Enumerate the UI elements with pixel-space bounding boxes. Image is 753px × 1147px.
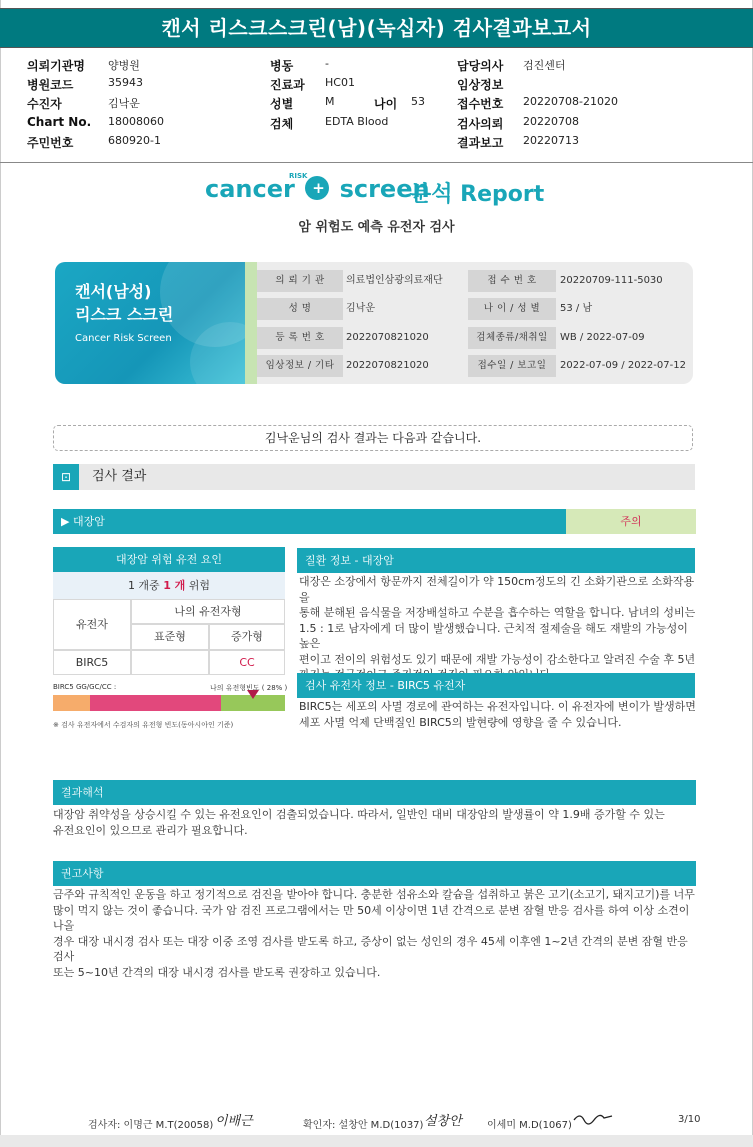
interpretation-line: 유전요인이 있으므로 관리가 필요합니다.: [53, 823, 248, 837]
gene-info-title: 검사 유전자 정보 - BIRC5 유전자: [297, 673, 695, 698]
examiner-signature: 이배근: [215, 1114, 253, 1129]
header-v2-3: EDTA Blood: [325, 115, 389, 128]
genotype-header: 나의 유전자형: [131, 599, 285, 624]
header-v2-0: -: [325, 57, 329, 70]
examiner: 검사자: 이명근 M.T(20058): [88, 1120, 214, 1131]
recommendation-line: 또는 5~10년 간격의 대장 내시경 검사를 받도록 권장하고 있습니다.: [53, 965, 381, 979]
increased-header: 증가형: [209, 624, 285, 650]
scale-footnote: ※ 검사 유전자에서 수검자의 유전형 빈도(동아시아인 기준): [53, 721, 234, 729]
product-info-value2-0: 20220709-111-5030: [560, 275, 663, 286]
product-info-key2-2: 검체종류/채취일: [468, 327, 556, 349]
recommendation-line: 많이 먹지 않는 것이 좋습니다. 국가 암 검진 프로그램에서는 만 50세 이상이면 1년 간격으로 분변 잠혈 반응 검사를 하여 이상 소견이 나올: [53, 903, 690, 932]
interpretation-title: 결과해석: [53, 780, 696, 805]
header-v1-0: 양병원: [108, 59, 140, 72]
report-subtitle: 암 위험도 예측 유전자 검사: [298, 220, 455, 235]
risk-table-title: 대장암 위험 유전 요인: [53, 547, 285, 572]
header-k3-0: 담당의사: [457, 59, 504, 73]
recommendation-text: [53, 887, 696, 980]
header-k2-2: 성별: [270, 97, 294, 111]
product-panel-accent: [245, 262, 257, 384]
verifier: 확인자: 설창안 M.D(1037): [303, 1120, 424, 1131]
status-badge: 주의: [566, 509, 696, 534]
header-age-value: 53: [411, 95, 425, 108]
page-number: 3/10: [678, 1114, 701, 1125]
scale-right-label: 나의 유전형빈도 ( 28% ): [210, 684, 288, 692]
header-k2-3: 검체: [270, 117, 294, 131]
product-title-line2: 리스크 스크린: [75, 305, 174, 324]
product-info-value2-3: 2022-07-09 / 2022-07-12: [560, 360, 686, 371]
header-k1-3: Chart No.: [27, 115, 92, 129]
risk-count: [53, 572, 285, 599]
header-k3-1: 임상정보: [457, 78, 504, 92]
header-k2-0: 병동: [270, 59, 294, 73]
product-info-value-2: 2022070821020: [346, 332, 429, 343]
scale-seg-gc: [90, 695, 221, 711]
disease-info-title: 질환 정보 - 대장암: [297, 548, 695, 573]
disease-info-text: [299, 574, 696, 683]
header-k1-0: 의뢰기관명: [27, 59, 85, 73]
disease-info-line: 대장은 소장에서 항문까지 전체길이가 약 150cm정도의 긴 소화기관으로 소화작용을: [299, 575, 695, 604]
increased-value: CC: [209, 650, 285, 675]
header-v3-2: 20220708-21020: [523, 95, 618, 108]
product-info-value-0: 의료법인삼광의료재단: [346, 275, 443, 286]
brand-screen: screen: [339, 175, 430, 203]
disease-info-line: 편이고 전이의 위험성도 있기 때문에 재발 가능성이 감소한다고 알려진 수술 후 5년: [299, 652, 696, 666]
standard-value: [131, 650, 209, 675]
recommendation-line: 경우 대장 내시경 검사 또는 대장 이중 조영 검사를 받도록 하고, 증상이 없는 성인의 경우 45세 이후엔 1~2년 간격의 분변 잠혈 반응 검사: [53, 934, 688, 963]
header-k2-1: 진료과: [270, 78, 305, 92]
my-frequency-marker-icon: [247, 690, 259, 699]
product-info-key-3: 임상정보 / 기타: [257, 355, 343, 377]
header-k3-4: 결과보고: [457, 136, 504, 150]
product-info-key-2: 등 록 번 호: [257, 327, 343, 349]
product-info-key-1: 성 명: [257, 298, 343, 320]
doctor: 이세미 M.D(1067): [487, 1120, 572, 1131]
header-v2-1: HC01: [325, 76, 355, 89]
header-divider: [0, 162, 753, 163]
product-info-key2-1: 나 이 / 성 별: [468, 298, 556, 320]
header-v1-2: 김낙운: [108, 97, 140, 110]
brand-risk-badge-icon: +: [305, 176, 329, 200]
verifier-signature: 설창안: [424, 1114, 462, 1129]
scale-seg-gg: [53, 695, 90, 711]
header-v2-2: M: [325, 95, 335, 108]
header-k3-2: 접수번호: [457, 97, 504, 111]
product-info-value-3: 2022070821020: [346, 360, 429, 371]
interpretation-line: 대장암 취약성을 상승시킬 수 있는 유전요인이 검출되었습니다. 따라서, 일반인 대비 대장암의 발생률이 약 1.9배 증가할 수 있는: [53, 808, 665, 821]
product-info-value2-1: 53 / 남: [560, 303, 593, 314]
gene-name: BIRC5: [53, 650, 131, 675]
section-header: [53, 464, 695, 490]
disease-info-line: 통해 분해된 음식물을 저장배설하고 수분을 흡수하는 역할을 합니다. 남녀의 성비는: [299, 606, 696, 619]
result-notice: 김낙운님의 검사 결과는 다음과 같습니다.: [53, 425, 693, 451]
product-info-value-1: 김낙운: [346, 303, 375, 314]
header-v1-1: 35943: [108, 76, 143, 89]
product-subtitle: Cancer Risk Screen: [75, 333, 172, 344]
header-age-label: 나이: [374, 97, 398, 111]
gene-header: 유전자: [53, 599, 131, 650]
header-v1-4: 680920-1: [108, 134, 161, 147]
report-title: 캔서 리스크스크린(남)(녹십자) 검사결과보고서: [161, 16, 592, 40]
risk-count-suffix: 위험: [185, 579, 211, 592]
brand-logo: [205, 175, 430, 203]
gene-info-line: 세포 사멸 억제 단백질인 BIRC5의 발현량에 영향을 줄 수 있습니다.: [299, 715, 622, 729]
disease-info-line: 1.5 : 1로 남자에게 더 많이 발생했습니다. 근치적 절제술을 해도 재발의 가능성이 높은: [299, 621, 688, 650]
scale-left-label: BIRC5 GG/GC/CC :: [53, 683, 117, 691]
header-k3-3: 검사의뢰: [457, 117, 504, 131]
interpretation-text: [53, 807, 696, 838]
standard-header: 표준형: [131, 624, 209, 650]
risk-count-value: 1 개: [163, 579, 186, 592]
header-v3-3: 20220708: [523, 115, 579, 128]
risk-count-prefix: 1 개중: [127, 579, 164, 592]
product-info-key2-3: 접수일 / 보고일: [468, 355, 556, 377]
product-title-line1: 캔서(남성): [75, 282, 152, 301]
section-label: 검사 결과: [92, 469, 147, 484]
recommendation-title: 권고사항: [53, 861, 696, 886]
header-v3-0: 검진센터: [523, 59, 566, 72]
recommendation-line: 금주와 규칙적인 운동을 하고 정기적으로 검진을 받아야 합니다. 충분한 섬유소와 칼슘을 섭취하고 붉은 고기(소고기, 돼지고기)를 너무: [53, 888, 695, 901]
header-v3-4: 20220713: [523, 134, 579, 147]
product-info-value2-2: WB / 2022-07-09: [560, 332, 645, 343]
product-title: [75, 280, 173, 326]
gene-info-line: BIRC5는 세포의 사멸 경로에 관여하는 유전자입니다. 이 유전자에 변이가 발생하면: [299, 700, 696, 713]
header-k1-1: 병원코드: [27, 78, 74, 92]
cancer-type-bar: ▶ 대장암: [53, 509, 566, 534]
brand-report: 분석 Report: [410, 182, 545, 207]
product-info-key-0: 의 뢰 기 관: [257, 270, 343, 292]
gene-info-text: [299, 699, 696, 730]
brand-cancer: cancer: [205, 175, 295, 203]
brand-risk-label: RISK: [289, 172, 308, 180]
header-k1-2: 수진자: [27, 97, 62, 111]
doctor-signature-icon: [572, 1110, 614, 1126]
header-v1-3: 18008060: [108, 115, 164, 128]
result-section-icon: ⊡: [53, 464, 79, 490]
header-k1-4: 주민번호: [27, 136, 74, 150]
product-info-key2-0: 접 수 번 호: [468, 270, 556, 292]
bottom-strip: [0, 1135, 753, 1147]
